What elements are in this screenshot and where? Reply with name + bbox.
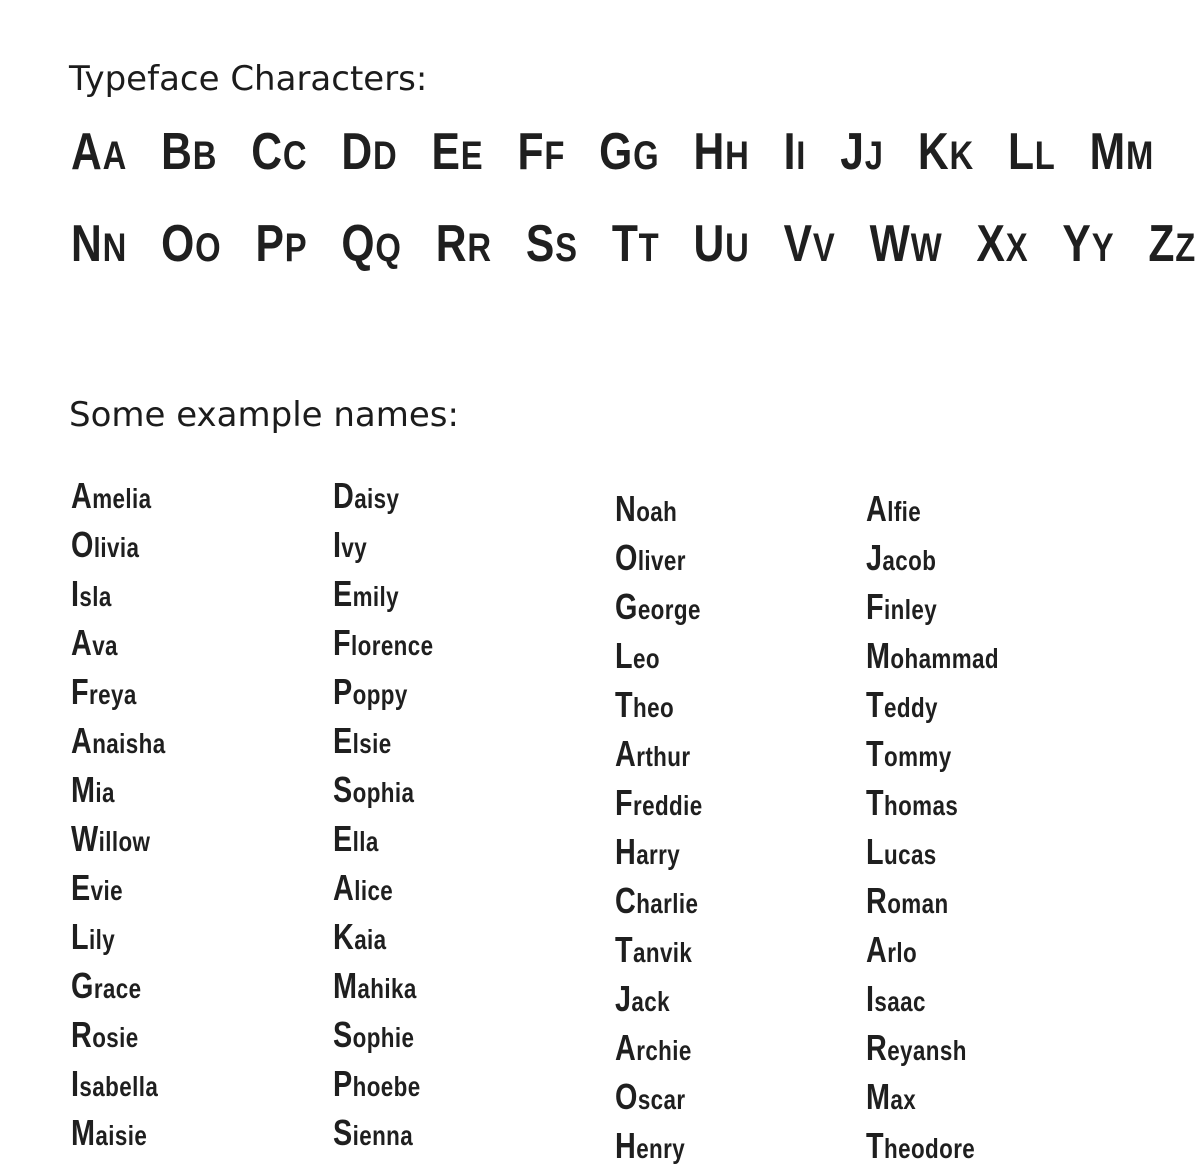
glyph-pair-Pp: PP [255, 215, 308, 273]
name-item: Ella [333, 818, 379, 859]
name-item: Roman [866, 880, 949, 921]
glyph-pair-Ss: SS [525, 215, 578, 273]
name-item: Olivia [71, 524, 140, 565]
name-item: Arlo [866, 929, 918, 970]
name-item: Oliver [615, 537, 686, 578]
names-column-4 [866, 490, 999, 1176]
name-item: Sophia [333, 769, 415, 810]
name-item: Theo [615, 684, 675, 725]
name-item: Thomas [866, 782, 959, 823]
name-item: Lucas [866, 831, 937, 872]
glyph-pair-Gg: GG [599, 123, 660, 181]
name-item: Daisy [333, 475, 400, 516]
name-item: Emily [333, 573, 400, 614]
glyph-pair-Jj: JJ [840, 123, 884, 181]
name-item: Leo [615, 635, 660, 676]
name-item: Theodore [866, 1125, 976, 1166]
name-item: Isaac [866, 978, 926, 1019]
name-item: Reyansh [866, 1027, 967, 1068]
name-item: Maisie [71, 1112, 148, 1153]
glyph-pair-Ff: FF [517, 123, 566, 181]
names-column-2 [333, 477, 433, 1163]
name-item: Evie [71, 867, 123, 908]
glyph-pair-Xx: XX [976, 215, 1029, 273]
glyph-pair-Uu: UU [693, 215, 750, 273]
name-item: Alice [333, 867, 394, 908]
name-item: Mia [71, 769, 115, 810]
name-item: Harry [615, 831, 681, 872]
name-item: Mohammad [866, 635, 999, 676]
name-item: Ivy [333, 524, 368, 565]
name-item: Phoebe [333, 1063, 421, 1104]
name-item: George [615, 586, 701, 627]
glyph-pair-Nn: NN [71, 215, 128, 273]
name-item: Poppy [333, 671, 408, 712]
name-item: Jacob [866, 537, 937, 578]
glyph-pair-Zz: ZZ [1148, 215, 1196, 273]
name-item: Freya [71, 671, 137, 712]
name-item: Florence [333, 622, 434, 663]
glyph-pair-Yy: YY [1062, 215, 1115, 273]
name-item: Grace [71, 965, 142, 1006]
name-item: Freddie [615, 782, 703, 823]
names-column-1 [71, 477, 166, 1163]
name-item: Finley [866, 586, 938, 627]
glyph-row-1 [71, 123, 1155, 181]
name-item: Max [866, 1076, 917, 1117]
name-item: Rosie [71, 1014, 139, 1055]
name-item: Alfie [866, 488, 922, 529]
glyph-pair-Ww: WW [869, 215, 943, 273]
typeface-characters-heading: Typeface Characters: [69, 59, 428, 99]
name-item: Charlie [615, 880, 699, 921]
name-item: Amelia [71, 475, 152, 516]
name-item: Kaia [333, 916, 387, 957]
name-item: Henry [615, 1125, 686, 1166]
glyph-pair-Ll: LL [1007, 123, 1056, 181]
name-item: Jack [615, 978, 670, 1019]
glyph-pair-Qq: QQ [341, 215, 402, 273]
name-item: Tanvik [615, 929, 693, 970]
glyph-pair-Rr: RR [435, 215, 492, 273]
glyph-pair-Cc: CC [251, 123, 308, 181]
glyph-pair-Kk: KK [917, 123, 974, 181]
name-item: Sienna [333, 1112, 414, 1153]
names-column-3 [615, 490, 703, 1176]
glyph-pair-Aa: AA [71, 123, 128, 181]
name-item: Tommy [866, 733, 952, 774]
glyph-pair-Ee: EE [431, 123, 484, 181]
name-item: Sophie [333, 1014, 415, 1055]
name-item: Oscar [615, 1076, 686, 1117]
glyph-pair-Mm: MM [1089, 123, 1155, 181]
name-item: Mahika [333, 965, 417, 1006]
name-item: Isla [71, 573, 112, 614]
glyph-pair-Bb: BB [161, 123, 218, 181]
name-item: Elsie [333, 720, 392, 761]
name-item: Arthur [615, 733, 691, 774]
glyph-pair-Hh: HH [693, 123, 750, 181]
name-item: Anaisha [71, 720, 166, 761]
name-item: Willow [71, 818, 151, 859]
glyph-pair-Oo: OO [161, 215, 222, 273]
name-item: Lily [71, 916, 116, 957]
glyph-pair-Tt: TT [611, 215, 660, 273]
glyph-pair-Dd: DD [341, 123, 398, 181]
glyph-pair-Ii: II [783, 123, 807, 181]
name-item: Noah [615, 488, 678, 529]
name-item: Archie [615, 1027, 692, 1068]
name-item: Isabella [71, 1063, 159, 1104]
glyph-pair-Vv: VV [783, 215, 836, 273]
name-item: Teddy [866, 684, 938, 725]
glyph-row-2 [71, 215, 1196, 273]
name-item: Ava [71, 622, 118, 663]
example-names-heading: Some example names: [69, 395, 459, 435]
